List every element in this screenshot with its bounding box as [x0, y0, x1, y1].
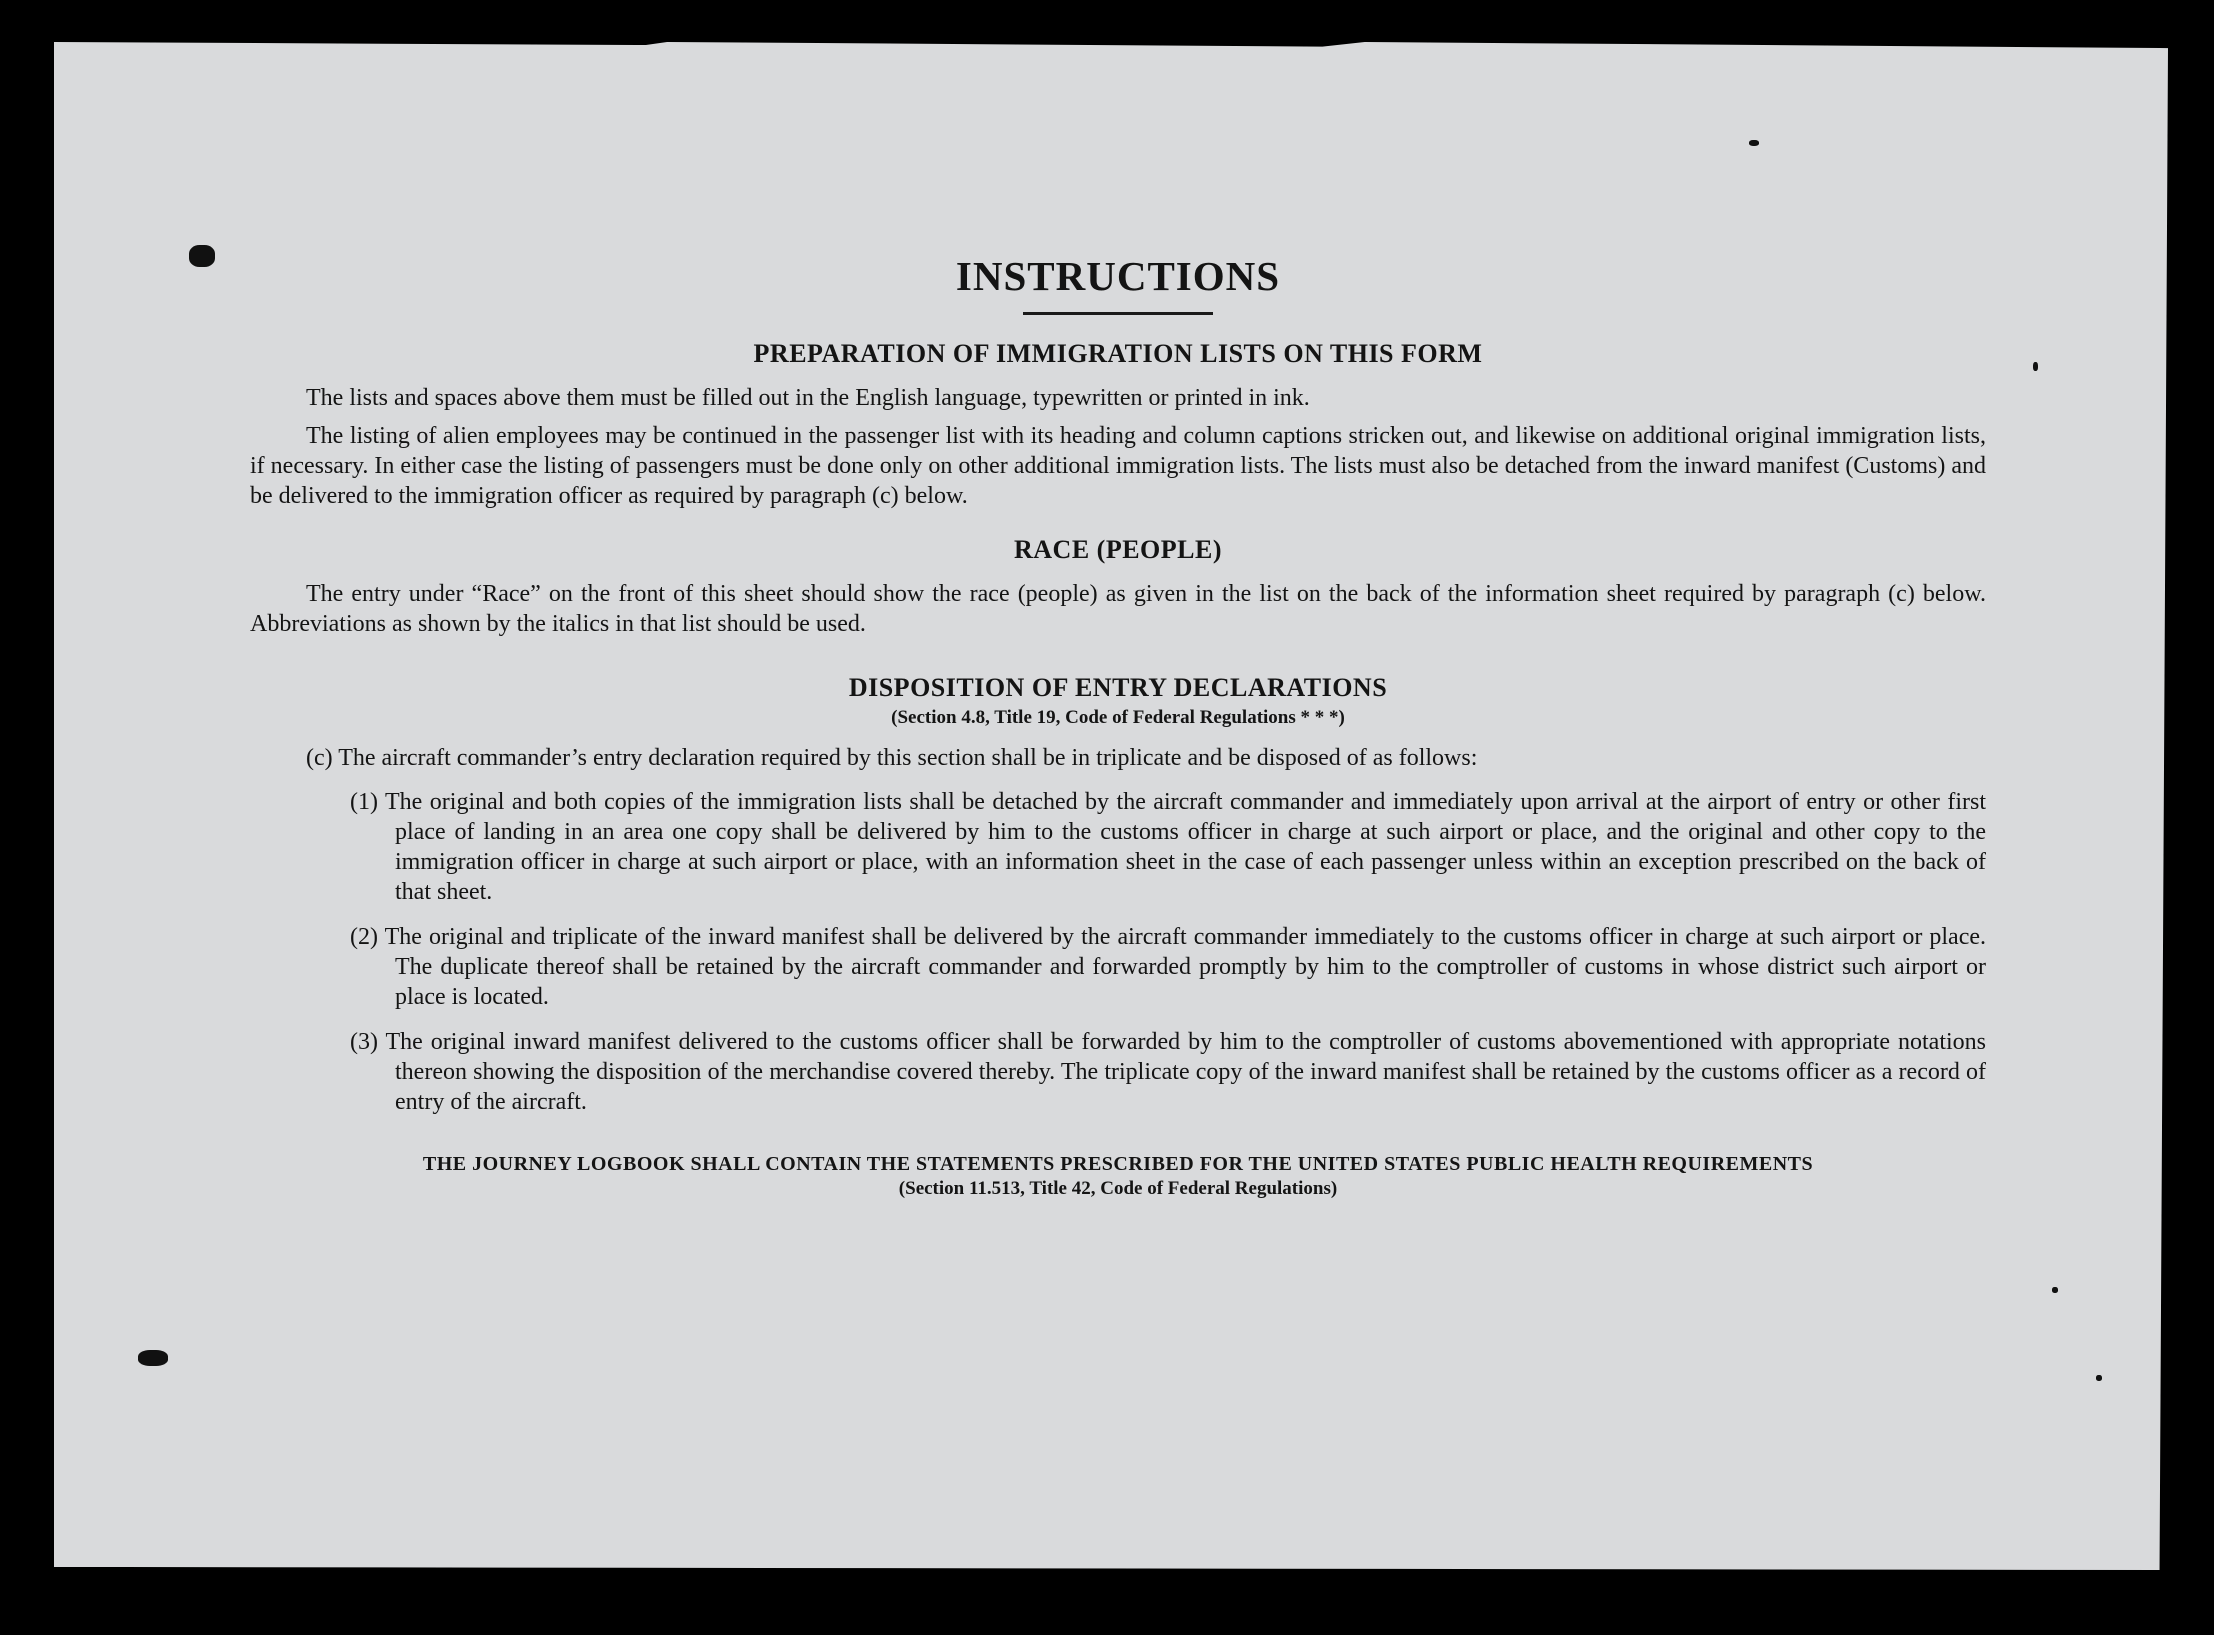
logbook-requirement-citation: (Section 11.513, Title 42, Code of Federal Regulations)	[898, 1178, 1338, 1199]
ink-mark	[2096, 1375, 2102, 1381]
disposition-item-1: (1) The original and both copies of the immigration lists shall be detached by the aircraft commander and immediately upon arrival at the airport of entry or other first place of landing in an area one copy shall be delivered by him to the customs officer in charge at such airport or place, and the original and other copy to the immigration officer in charge at such airport or place, with an information sheet in the case of each passenger unless within an exception prescribed on the back of that sheet.	[350, 789, 1986, 905]
page-title: INSTRUCTIONS	[955, 253, 1281, 299]
bleed-through-text	[564, 172, 588, 206]
preparation-paragraph-2: The listing of alien employees may be continued in the passenger list with its heading and column captions stricken out, and likewise on additional original immigration lists, if necessary. In either case the listing of passengers must be done only on other additional immigration lists. The lists must also be detached from the inward manifest (Customs) and be delivered to the immigration officer as required by paragraph (c) below.	[250, 423, 1986, 509]
ink-blot	[138, 1350, 168, 1366]
title-underline	[1023, 312, 1213, 315]
instructions-content	[250, 252, 1986, 1200]
preparation-heading: PREPARATION OF IMMIGRATION LISTS ON THIS FORM	[753, 339, 1483, 368]
preparation-paragraph-1: The lists and spaces above them must be filled out in the English language, typewritten or printed in ink.	[306, 385, 1310, 411]
disposition-heading: DISPOSITION OF ENTRY DECLARATIONS	[848, 673, 1388, 702]
ink-mark	[2033, 362, 2038, 371]
disposition-citation: (Section 4.8, Title 19, Code of Federal Regulations * * *)	[891, 707, 1345, 728]
disposition-item-3: (3) The original inward manifest delivered to the customs officer shall be forwarded by him to the comptroller of customs abovementioned with appropriate notations thereon showing the disposition of the merchandise covered thereby. The triplicate copy of the inward manifest shall be retained by the customs officer as a record of entry of the aircraft.	[350, 1029, 1986, 1115]
ink-mark	[1749, 140, 1759, 146]
ink-mark	[2052, 1287, 2058, 1293]
ink-blot	[189, 245, 215, 267]
disposition-item-2: (2) The original and triplicate of the inward manifest shall be delivered by the aircraft commander immediately to the customs officer in charge at such airport or place. The duplicate thereof shall be retained by the aircraft commander and forwarded promptly by him to the comptroller of customs in whose district such airport or place is located.	[350, 924, 1986, 1010]
disposition-intro: (c) The aircraft commander’s entry declaration required by this section shall be in triplicate and be disposed of as follows:	[306, 745, 1478, 771]
race-heading: RACE (PEOPLE)	[1014, 535, 1222, 564]
race-paragraph: The entry under “Race” on the front of this sheet should show the race (people) as given in the list on the back of the information sheet required by paragraph (c) below. Abbreviations as shown by the italics in that list should be used.	[250, 581, 1986, 637]
logbook-requirement-heading: THE JOURNEY LOGBOOK SHALL CONTAIN THE STATEMENTS PRESCRIBED FOR THE UNITED STATES PUBLIC HEALTH REQUIREMENTS	[422, 1153, 1814, 1175]
